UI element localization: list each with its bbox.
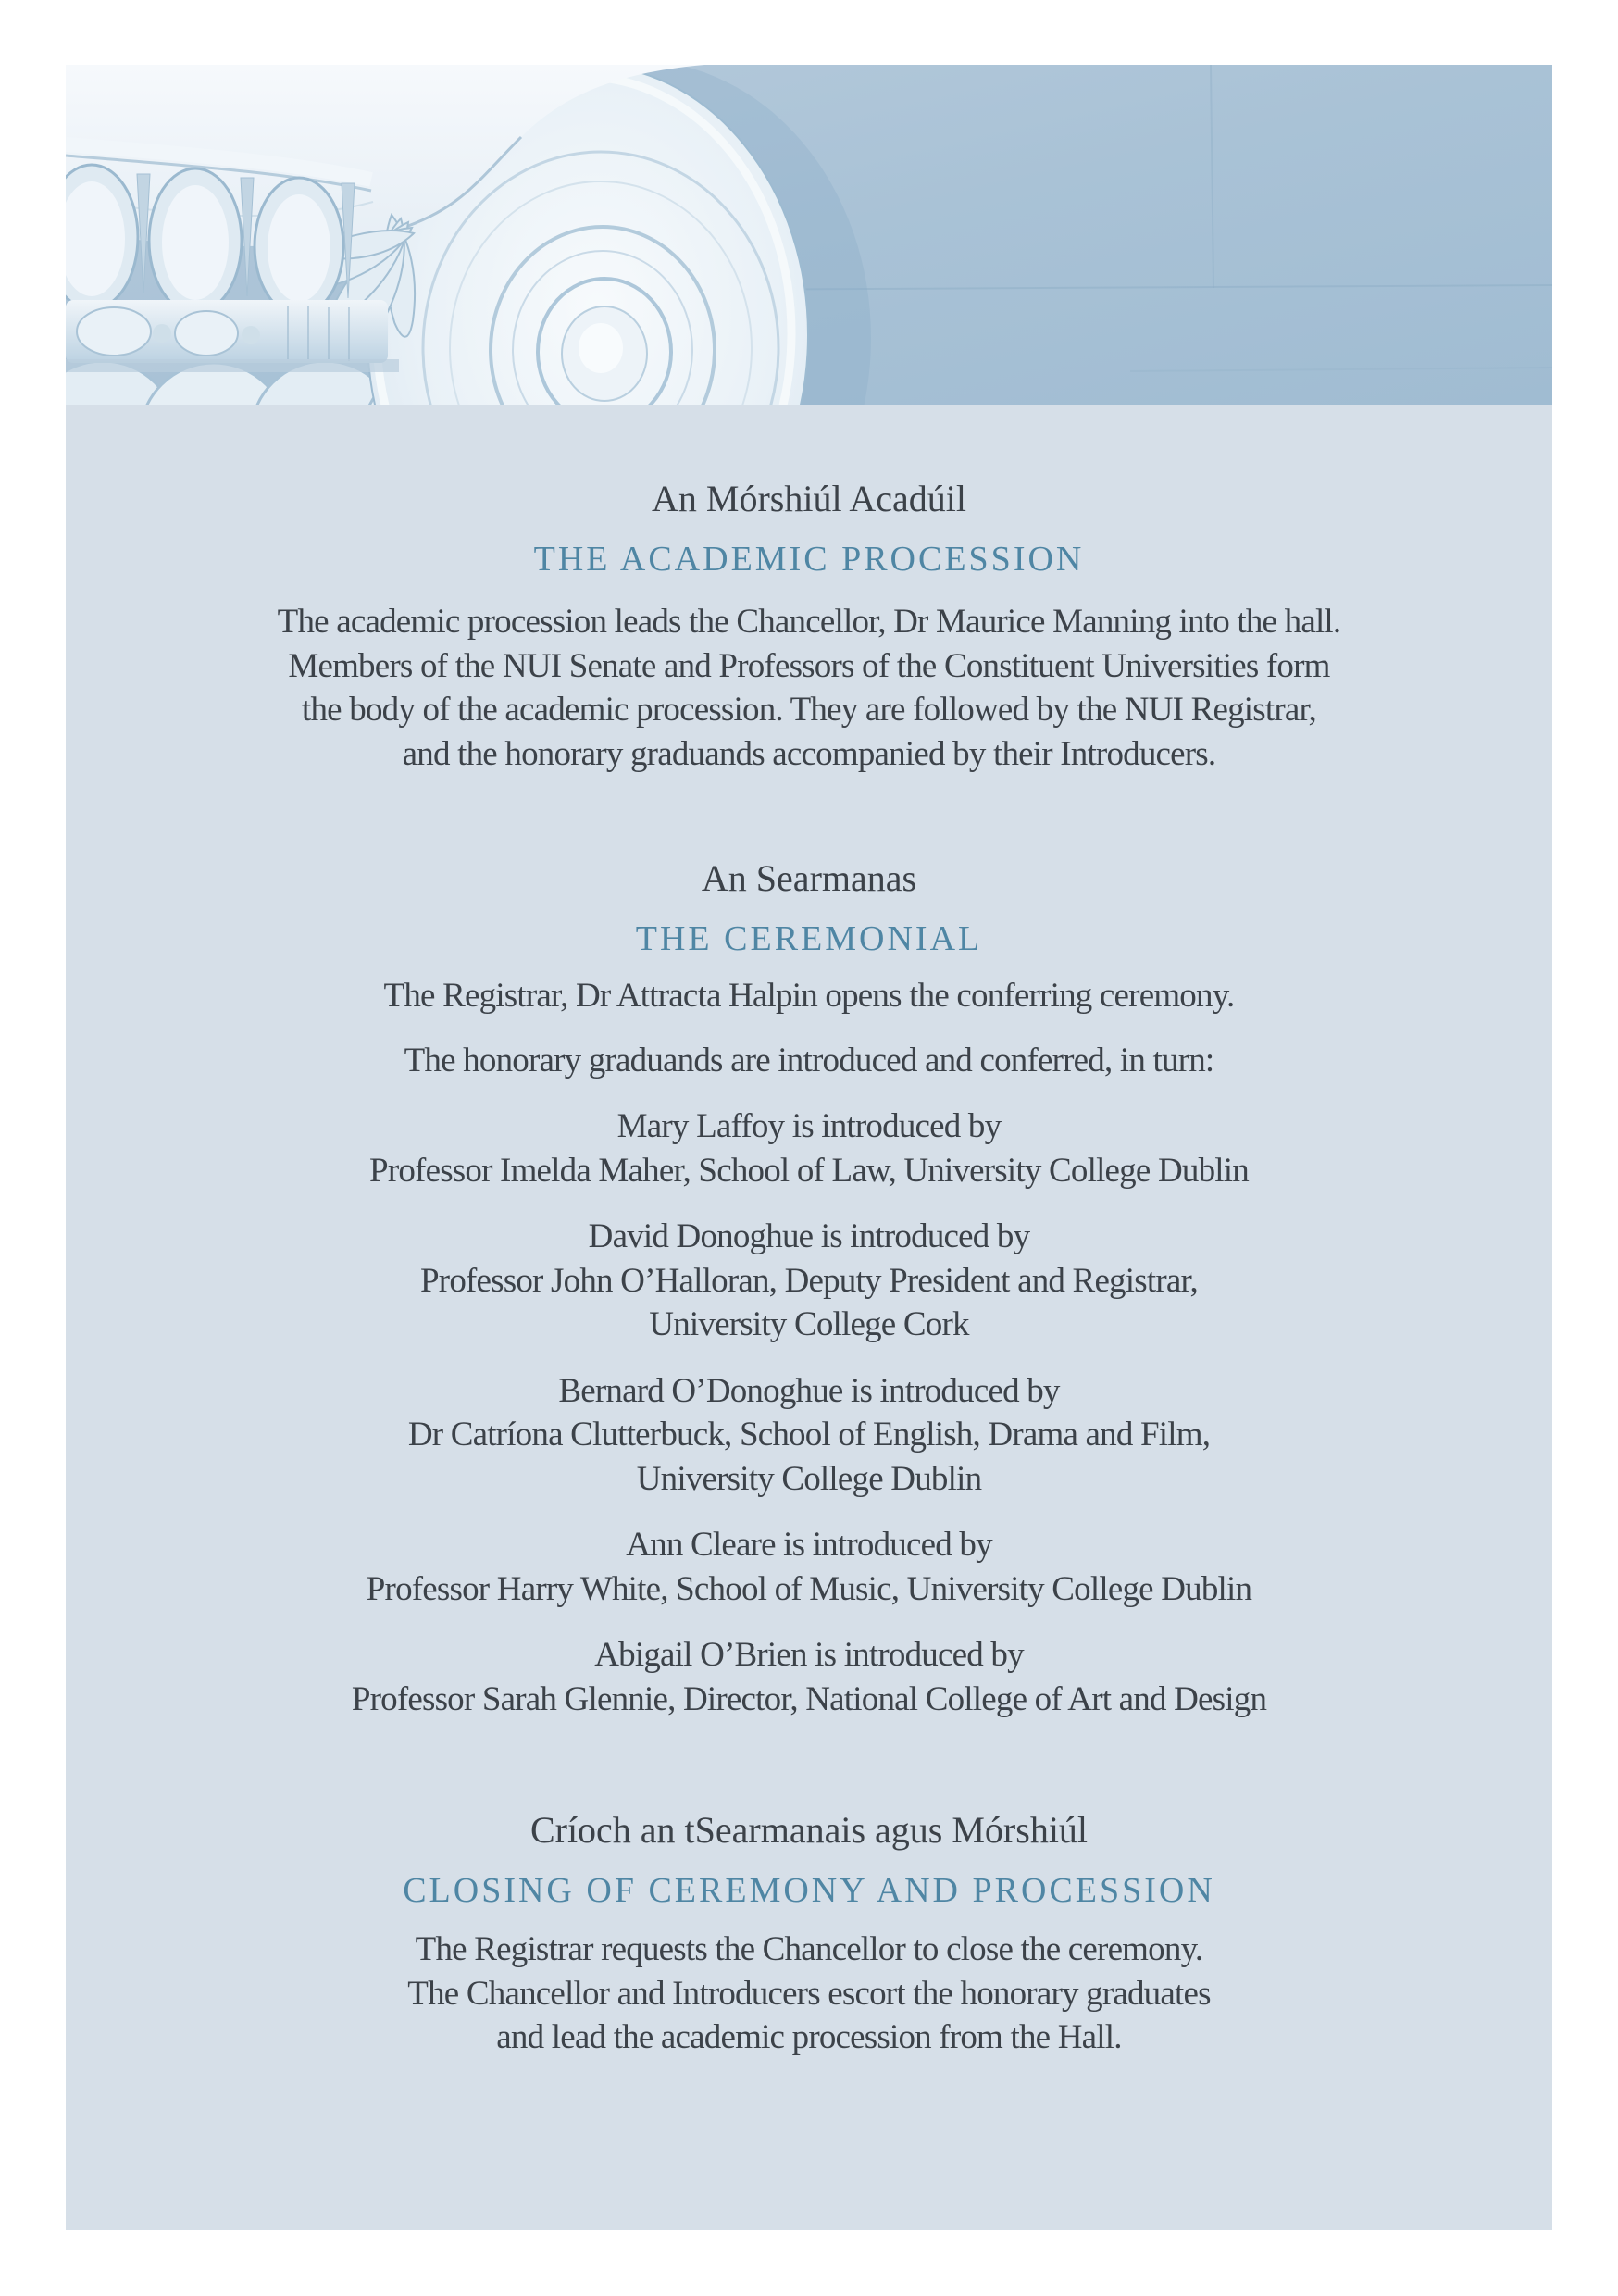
irish-title-closing: Críoch an tSearmanais agus Mórshiúl (529, 1809, 1089, 1851)
graduand-entry (66, 1523, 1552, 1611)
graduand-line: Bernard O’Donoghue is introduced by (558, 1371, 1060, 1410)
english-title-ceremonial: THE CEREMONIAL (635, 919, 983, 958)
introducer-line: Professor Imelda Maher, School of Law, University College Dublin (369, 1151, 1249, 1190)
irish-title-ceremonial: An Searmanas (701, 857, 917, 899)
body-line: and lead the academic procession from the Hall. (496, 2018, 1122, 2056)
section-closing (66, 1721, 1552, 2060)
english-title-academic-procession: THE ACADEMIC PROCESSION (533, 540, 1085, 579)
graduand-line: David Donoghue is introduced by (588, 1217, 1030, 1255)
section-academic-procession (66, 405, 1552, 776)
graduand-entry (66, 1104, 1552, 1192)
honorary-graduand-entries (66, 1104, 1552, 1721)
introducer-line: University College Cork (649, 1305, 969, 1343)
ceremonial-intro-line: The Registrar, Dr Attracta Halpin opens the conferring ceremony. (383, 977, 1235, 1015)
body-line: the body of the academic procession. They are followed by the NUI Registrar, (302, 691, 1316, 729)
body-line: and the honorary graduands accompanied by their Introducers. (402, 734, 1216, 773)
closing-paragraph (66, 1928, 1552, 2060)
body-line: Members of the NUI Senate and Professors of the Constituent Universities form (288, 646, 1330, 685)
irish-title-academic-procession: An Mórshiúl Acadúil (652, 478, 966, 519)
section-ceremonial (66, 776, 1552, 1721)
graduand-entry (66, 1633, 1552, 1721)
body-line: The Chancellor and Introducers escort the honorary graduates (407, 1974, 1211, 2013)
program-panel (66, 65, 1552, 2230)
graduand-line: Mary Laffoy is introduced by (616, 1107, 1002, 1145)
ceremonial-intro-line: The honorary graduands are introduced and conferred, in turn: (404, 1041, 1214, 1079)
introducer-line: University College Dublin (636, 1459, 982, 1498)
academic-procession-paragraph (66, 600, 1552, 776)
graduand-line: Ann Cleare is introduced by (626, 1526, 992, 1564)
graduand-entry (66, 1369, 1552, 1502)
egg-and-dart-molding (66, 144, 371, 315)
introducer-line: Professor John O’Halloran, Deputy President and Registrar, (420, 1261, 1198, 1300)
graduand-entry (66, 1215, 1552, 1347)
introducer-line: Professor Harry White, School of Music, University College Dublin (366, 1569, 1252, 1608)
body-line: The academic procession leads the Chancellor, Dr Maurice Manning into the hall. (277, 603, 1341, 641)
graduand-line: Abigail O’Brien is introduced by (594, 1636, 1024, 1674)
astragal-band (66, 300, 399, 372)
body-line: The Registrar requests the Chancellor to close the ceremony. (415, 1930, 1203, 1968)
ionic-capital-photo (66, 65, 1552, 405)
introducer-line: Professor Sarah Glennie, Director, National College of Art and Design (351, 1679, 1267, 1718)
english-title-closing: CLOSING OF CEREMONY AND PROCESSION (403, 1871, 1215, 1910)
introducer-line: Dr Catríona Clutterbuck, School of English, Drama and Film, (407, 1416, 1211, 1454)
